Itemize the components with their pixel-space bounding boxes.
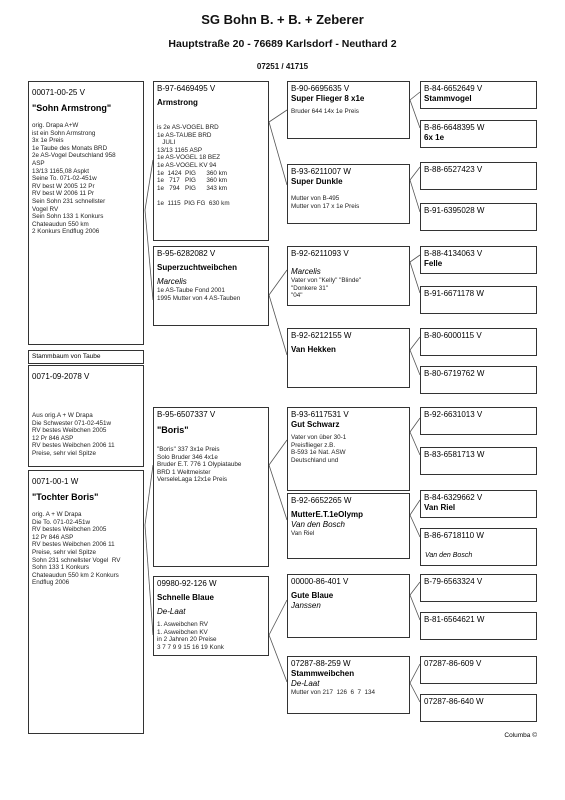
ggp-ring-number: B-92-6631013 V <box>424 410 483 419</box>
grandparent-name: Stammweibchen <box>291 669 355 678</box>
grandparent-ring-number: 07287-88-259 W <box>291 659 351 668</box>
ggp-ring-number: B-83-6581713 W <box>424 450 485 459</box>
ggp-ring-number: 07287-86-640 W <box>424 697 484 706</box>
grandparent-ring-number: B-93-6117531 V <box>291 410 349 419</box>
grandparent-ring-number: B-92-6211093 V <box>291 249 349 258</box>
grandparent-subtitle: Janssen <box>291 601 321 610</box>
parent-notes: 1e AS-Taube Fond 2001 1995 Mutter von 4 AS-Tauben <box>157 287 241 302</box>
grandparent-notes: Mutter von B-495 Mutter von 17 x 1e Preis <box>291 195 360 210</box>
grandparent-card-7 <box>287 574 410 638</box>
ggp-ring-number: B-86-6648395 W <box>424 123 485 132</box>
grandparent-ring-number: B-93-6211007 W <box>291 167 351 176</box>
parent-name: Superzuchtweibchen <box>157 263 238 272</box>
ggp-ring-number: B-80-6719762 W <box>424 369 485 378</box>
breeder-address: Hauptstraße 20 - 76689 Karlsdorf - Neuthard 2 <box>168 38 397 50</box>
sister-ring-number: 0071-00-1 W <box>32 477 79 486</box>
grandparent-ring-number: B-90-6695635 V <box>291 84 350 93</box>
grandparent-ring-number: B-92-6212155 W <box>291 331 352 340</box>
van-den-bosch-note: Van den Bosch <box>425 552 473 559</box>
ggp-card-5 <box>420 246 537 274</box>
parent-ring-number: 09980-92-126 W <box>157 579 217 588</box>
parent-card-2 <box>153 246 269 326</box>
footer-credit: Columba © <box>504 732 537 739</box>
grandparent-card-3 <box>287 246 410 306</box>
ggp-card-6 <box>420 286 537 314</box>
grandparent-subtitle: Marcelis <box>291 267 321 276</box>
parent-name: Armstrong <box>157 98 198 107</box>
sister-notes: orig. A + W Drapa Die To. 071-02-451w RV bestes Weibchen 2005 12 Pr 846 ASP RV bestes Weibchen 2006 11 Preise, sehr viel Spitze Sohn 231 schnellster Vogel RV Sohn 133 1 Konkurs Chateaudun 550 km 2 Konkurs Endflug 2006 <box>32 511 121 587</box>
grandparent-notes: Mutter von 217 126 6 7 134 <box>291 689 376 696</box>
parent-name: Schnelle Blaue <box>157 593 214 602</box>
grandparent-name: Gute Blaue <box>291 591 334 600</box>
ggp-ring-number: B-91-6671178 W <box>424 289 484 298</box>
ggp-name: Van Riel <box>424 503 456 512</box>
ggp-ring-number: B-81-6564621 W <box>424 615 485 624</box>
grandparent-name: Super Flieger 8 x1e <box>291 94 365 103</box>
grandparent-card-4 <box>287 328 410 388</box>
ggp-card-14 <box>420 612 537 640</box>
ggp-card-2 <box>420 120 537 148</box>
ggp-card-15 <box>420 656 537 684</box>
parent-card-3 <box>153 407 269 567</box>
ggp-card-10 <box>420 447 537 475</box>
ggp-ring-number: B-84-6329662 V <box>424 493 483 502</box>
ggp-card-4 <box>420 203 537 231</box>
grandparent-ring-number: B-92-6652265 W <box>291 496 352 505</box>
subject-card <box>28 81 144 345</box>
grandparent-notes: Van Riel <box>291 530 315 537</box>
parent-notes: 1. Asweibchen RV 1. Asweibchen KV in 2 Jahren 20 Preise 3 7 7 9 9 15 16 19 Konk <box>157 621 224 651</box>
parent-notes: is 2e AS-VOGEL BRD 1e AS-TAUBE BRD JULI 13/13 1165 ASP 1e AS-VOGEL 18 BEZ 1e AS-VOGEL KV 94 1e 1424 PIG 360 km 1e 717 PIG 360 km 1e 794 PIG 343 km 1e 1115 PIG FG 630 km <box>157 124 230 207</box>
ggp-name: 6x 1e <box>424 133 445 142</box>
ggp-ring-number: B-80-6000115 V <box>424 331 482 340</box>
ggp-card-7 <box>420 328 537 356</box>
sibling-notes: Aus orig.A + W Drapa Die Schwester 071-02-451w RV bestes Weibchen 2005 12 Pr 846 ASP RV bestes Weibchen 2006 11 Preise, sehr viel Spitze <box>32 412 115 457</box>
sibling-card <box>28 365 144 467</box>
ggp-card-3 <box>420 162 537 190</box>
sibling-ring-number: 0071-09-2078 V <box>32 372 90 381</box>
grandparent-ring-number: 00000-86-401 V <box>291 577 349 586</box>
ggp-card-13 <box>420 574 537 602</box>
grandparent-card-1 <box>287 81 410 139</box>
ggp-card-8 <box>420 366 537 394</box>
grandparent-name: Van Hekken <box>291 345 336 354</box>
ggp-ring-number: 07287-86-609 V <box>424 659 482 668</box>
ggp-ring-number: B-84-6652649 V <box>424 84 483 93</box>
ggp-name: Stammvogel <box>424 94 472 103</box>
grandparent-subtitle: Van den Bosch <box>291 520 345 529</box>
parent-name: "Boris" <box>157 425 189 435</box>
grandparent-card-5 <box>287 407 410 491</box>
ggp-card-16 <box>420 694 537 722</box>
ggp-card-12 <box>420 528 537 566</box>
ggp-ring-number: B-88-6527423 V <box>424 165 483 174</box>
parent-notes: "Boris" 337 3x1e Preis Solo Bruder 346 4x1e Bruder E.T. 776 1 Olypiataube BRD 1 Weltmeister VerseleLaga 12x1e Preis <box>157 446 242 484</box>
parent-card-1 <box>153 81 269 241</box>
stammbaum-label: Stammbaum von Taube <box>28 350 144 364</box>
subject-name: "Sohn Armstrong" <box>32 103 112 113</box>
ggp-ring-number: B-88-4134063 V <box>424 249 483 258</box>
grandparent-notes: Vater von über 30-1 Preisflieger z.B. B-593 1e Nat. ASW Deutschland und <box>291 434 347 464</box>
grandparent-name: Gut Schwarz <box>291 420 340 429</box>
parent-ring-number: B-97-6469495 V <box>157 84 216 93</box>
sister-name: "Tochter Boris" <box>32 492 99 502</box>
breeder-phone: 07251 / 41715 <box>256 62 309 71</box>
ggp-card-1 <box>420 81 537 109</box>
ggp-ring-number: B-79-6563324 V <box>424 577 483 586</box>
grandparent-notes: Bruder 644 14x 1e Preis <box>291 108 359 115</box>
sister-card <box>28 470 144 734</box>
ggp-card-9 <box>420 407 537 435</box>
ggp-ring-number: B-91-6395028 W <box>424 206 485 215</box>
parent-card-4 <box>153 576 269 656</box>
subject-ring-number: 00071-00-25 V <box>32 88 85 97</box>
parent-ring-number: B-95-6282082 V <box>157 249 216 258</box>
grandparent-name: MutterE.T.1eOlymp <box>291 510 364 519</box>
ggp-ring-number: B-86-6718110 W <box>424 531 484 540</box>
parent-subtitle: Marcelis <box>157 277 187 286</box>
grandparent-card-8 <box>287 656 410 714</box>
parent-subtitle: De-Laat <box>157 607 186 616</box>
breeder-name: SG Bohn B. + B. + Zeberer <box>201 12 364 27</box>
grandparent-card-6 <box>287 493 410 559</box>
ggp-card-11 <box>420 490 537 518</box>
grandparent-subtitle: De-Laat <box>291 679 320 688</box>
grandparent-notes: Vater von "Kelly" "Blinde" "Donkere 31" "04" <box>291 277 362 300</box>
grandparent-card-2 <box>287 164 410 224</box>
ggp-name: Felle <box>424 259 443 268</box>
grandparent-name: Super Dunkle <box>291 177 343 186</box>
parent-ring-number: B-95-6507337 V <box>157 410 216 419</box>
subject-notes: orig. Drapa A+W ist ein Sohn Armstrong 3x 1e Preis 1e Taube des Monats BRD 2e AS-Vogel Deutschland 958 ASP 13/13 1165,08 Aspkt Seine To. 071-02-451w RV best W 2005 12 Pr RV best W 2006 11 Pr Sein Sohn 231 schnellster Vogel RV Sein Sohn 133 1 Konkurs Chateaudun 550 km 2 Konkurs Endflug 2006 <box>32 122 116 236</box>
